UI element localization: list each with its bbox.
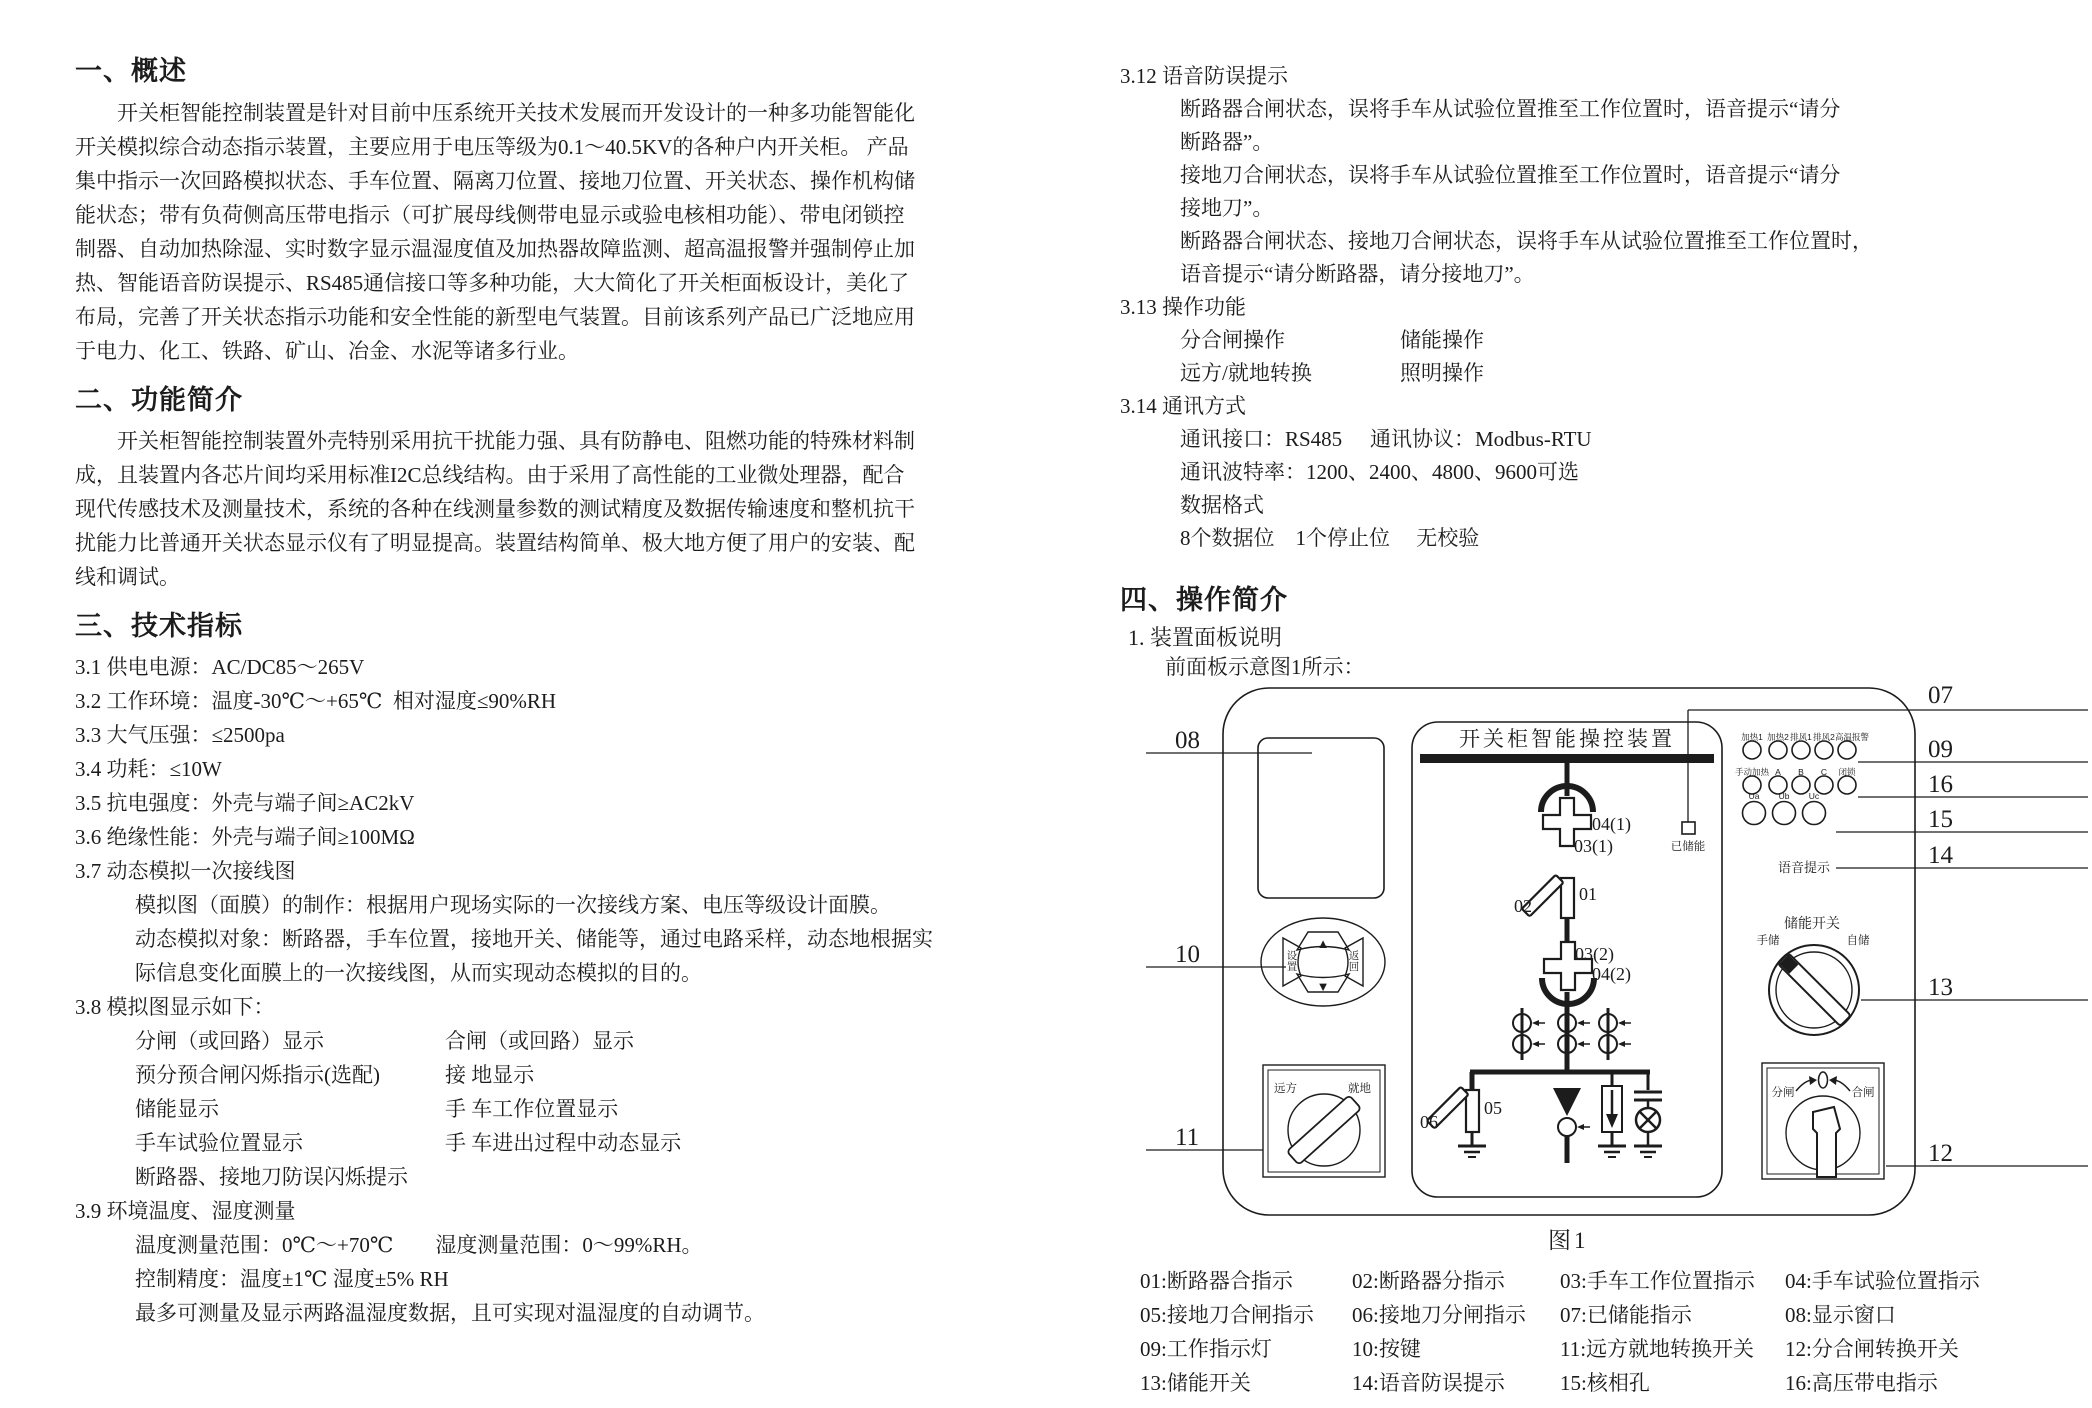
operation-item: 远方/就地转换 [1180, 361, 1312, 385]
spec-subline: 通讯波特率：1200、2400、4800、9600可选 [1180, 460, 1579, 484]
sim-display-row [75, 1058, 1015, 1092]
lamp-label-fan1: 排风1 [1790, 732, 1812, 742]
spec-line: 3.5 抗电强度：外壳与端子间≥AC2kV [75, 791, 415, 815]
phase-label-ub: Ub [1778, 791, 1790, 801]
paragraph-line: 开关柜智能控制装置是针对目前中压系统开关技术发展而开发设计的一种多功能智能化 [75, 101, 915, 125]
spec-3-13-heading: 3.13 操作功能 [1120, 295, 1246, 319]
mimic-title: 开关柜智能操控装置 [1459, 727, 1675, 751]
left-column [75, 52, 1015, 1330]
phase-hole-uc [1803, 802, 1826, 825]
callout-15: 15 [1928, 806, 1953, 833]
spec-subline: 际信息变化面膜上的一次接线图，从而实现动态模拟的目的。 [135, 961, 702, 985]
lamp-label-c: C [1820, 767, 1828, 777]
lamp-lock [1838, 776, 1856, 794]
spec-line: 3.1 供电电源：AC/DC85～265V [75, 655, 365, 679]
panel-description-item: 1. 装置面板说明 [1128, 625, 1283, 650]
busbar [1420, 754, 1714, 763]
legend-item: 14:语音防误提示 [1352, 1371, 1505, 1395]
spec-subline: 温度测量范围：0℃～+70℃ 湿度测量范围：0～99%RH。 [135, 1233, 703, 1257]
lamp-fan2 [1815, 741, 1833, 759]
sim-item: 手 车进出过程中动态显示 [445, 1131, 682, 1155]
figure-caption: 图1 [1548, 1228, 1589, 1253]
section-2-title: 二、功能简介 [75, 385, 243, 415]
spec-list [75, 650, 1015, 888]
lamp-label-b: B [1798, 767, 1804, 777]
paragraph-line: 热、智能语音防误提示、RS485通信接口等多种功能，大大简化了开关柜面板设计，美化了 [75, 271, 910, 295]
legend-item: 08:显示窗口 [1785, 1303, 1896, 1327]
section-3-title: 三、技术指标 [75, 611, 243, 641]
live-indicator-branch [1634, 1070, 1662, 1157]
comm-row [1120, 423, 2088, 456]
lamp-heat2 [1769, 741, 1787, 759]
spec-3-12-heading: 3.12 语音防误提示 [1120, 64, 1288, 88]
paragraph-line: 布局，完善了开关状态指示功能和安全性能的新型电气装置。目前该系列产品已广泛地应用 [75, 305, 915, 329]
circuit-label-03-1: 03(1) [1574, 836, 1613, 856]
callout-11: 11 [1175, 1124, 1200, 1151]
section-2-paragraph [75, 424, 1015, 594]
legend-item: 10:按键 [1352, 1337, 1421, 1361]
legend-item: 07:已储能指示 [1560, 1303, 1692, 1327]
lamp-overtemp-alarm [1838, 741, 1856, 759]
spec-subline: 8个数据位 1个停止位 无校验 [1180, 526, 1480, 550]
operation-item: 储能操作 [1400, 328, 1484, 352]
spec-subline: 断路器合闸状态，误将手车从试验位置推至工作位置时，语音提示“请分 [1180, 97, 1841, 121]
lamp-label-heat1: 加热1 [1741, 732, 1763, 742]
panel-legend [1140, 1264, 2090, 1400]
legend-item: 05:接地刀合闸指示 [1140, 1303, 1314, 1327]
paragraph-line: 成，且装置内各芯片间均采用标准I2C总线结构。由于采用了高性能的工业微处理器，配合 [75, 463, 905, 487]
callout-12: 12 [1928, 1140, 1953, 1167]
front-panel-diagram [1140, 668, 2092, 1268]
legend-item: 06:接地刀分闸指示 [1352, 1303, 1526, 1327]
nav-up-icon: ▲ [1316, 936, 1330, 951]
operation-item: 分合闸操作 [1180, 328, 1285, 352]
circuit-label-03-2: 03(2) [1575, 944, 1614, 964]
spec-3-7-details [75, 888, 1015, 990]
spec-subline: 断路器合闸状态、接地刀合闸状态，误将手车从试验位置推至工作位置时， [1180, 229, 1873, 253]
spec-line: 3.2 工作环境：温度-30℃～+65℃ 相对湿度≤90%RH [75, 689, 557, 713]
open-label: 分闸 [1771, 1087, 1795, 1099]
section-4-title: 四、操作简介 [1120, 585, 1288, 615]
spec-3-8-heading: 3.8 模拟图显示如下： [75, 995, 275, 1019]
sim-item: 分闸（或回路）显示 [135, 1029, 324, 1053]
circuit-label-06: 06 [1420, 1112, 1438, 1132]
auto-store-label: 自储 [1846, 935, 1870, 947]
spec-subline: 断路器”。 [1180, 130, 1274, 154]
callout-08: 08 [1175, 727, 1200, 754]
paragraph-line: 线和调试。 [75, 565, 180, 589]
legend-item: 02:断路器分指示 [1352, 1269, 1505, 1293]
paragraph-line: 开关柜智能控制装置外壳特别采用抗干扰能力强、具有防静电、阻燃功能的特殊材料制 [75, 429, 915, 453]
circuit-label-02: 02 [1514, 896, 1532, 916]
phase-hole-ub [1773, 802, 1796, 825]
legend-item: 03:手车工作位置指示 [1560, 1269, 1755, 1293]
circuit-label-04-1: 04(1) [1592, 814, 1631, 834]
spec-3-14-heading: 3.14 通讯方式 [1120, 394, 1246, 418]
lamp-fan1 [1792, 741, 1810, 759]
lamp-phase-b [1792, 776, 1810, 794]
sim-display-row [75, 1126, 1015, 1160]
lamp-label-lock: 闭锁 [1838, 767, 1856, 777]
sim-item: 合闸（或回路）显示 [445, 1029, 634, 1053]
voice-prompt-label: 语音提示 [1777, 860, 1830, 875]
nav-set-label: 置 [1286, 961, 1298, 973]
spec-subline: 数据格式 [1180, 493, 1264, 517]
legend-item: 13:储能开关 [1140, 1371, 1251, 1395]
phase-label-ua: Ua [1748, 791, 1760, 801]
legend-item: 11:远方就地转换开关 [1560, 1337, 1755, 1361]
sim-item: 预分预合闸闪烁指示(选配) [135, 1063, 380, 1087]
panel-figure-intro: 前面板示意图1所示： [1165, 655, 1365, 679]
legend-item: 12:分合闸转换开关 [1785, 1337, 1959, 1361]
sim-item: 手 车工作位置显示 [445, 1097, 619, 1121]
circuit-label-05: 05 [1484, 1098, 1502, 1118]
circuit-label-04-2: 04(2) [1592, 964, 1631, 984]
phase-hole-ua [1743, 802, 1766, 825]
spec-3-12-details [1120, 93, 2088, 291]
spec-subline: 语音提示“请分断路器，请分接地刀”。 [1180, 262, 1535, 286]
stored-energy-indicator [1682, 822, 1695, 834]
spec-subline: 动态模拟对象：断路器，手车位置，接地开关、储能等，通过电路采样，动态地根据实 [135, 927, 933, 951]
comm-item: 通讯协议：Modbus-RTU [1370, 427, 1592, 451]
nav-down-icon: ▼ [1316, 979, 1330, 994]
legend-item: 09:工作指示灯 [1140, 1337, 1272, 1361]
remote-local-switch [1263, 1065, 1385, 1177]
sim-display-row [75, 1092, 1015, 1126]
paragraph-line: 扰能力比普通开关状态显示仪有了明显提高。装置结构简单、极大地方便了用户的安装、配 [75, 531, 915, 555]
lamp-label-overtemp: 高温报警 [1834, 732, 1870, 742]
callout-14: 14 [1928, 842, 1953, 869]
local-label: 就地 [1348, 1083, 1371, 1095]
spec-line: 3.7 动态模拟一次接线图 [75, 859, 296, 883]
cable-feeder [1553, 1088, 1590, 1163]
zero-position-mark [1819, 1072, 1828, 1088]
paragraph-line: 于电力、化工、铁路、矿山、冶金、水泥等诸多行业。 [75, 339, 579, 363]
circuit-label-01: 01 [1579, 884, 1597, 904]
section-1-paragraph [75, 96, 1015, 368]
lamp-label-heat2: 加热2 [1767, 732, 1789, 742]
legend-item: 15:核相孔 [1560, 1371, 1650, 1395]
paragraph-line: 制器、自动加热除湿、实时数字显示温湿度值及加热器故障监测、超高温报警并强制停止加 [75, 237, 915, 261]
arrester-branch [1598, 1072, 1626, 1157]
sim-display-row [75, 1160, 1015, 1194]
remote-label: 远方 [1274, 1083, 1297, 1095]
spec-subline: 模拟图（面膜）的制作：根据用户现场实际的一次接线方案、电压等级设计面膜。 [135, 893, 891, 917]
lamp-label-a: A [1775, 767, 1781, 777]
indicator-lamp-rows [1743, 741, 1857, 825]
spec-line: 3.4 功耗：≤10W [75, 757, 222, 781]
spec-subline: 接地刀合闸状态，误将手车从试验位置推至工作位置时，语音提示“请分 [1180, 163, 1841, 187]
nav-back-label: 回 [1348, 961, 1360, 973]
paragraph-line: 集中指示一次回路模拟状态、手车位置、隔离刀位置、接地刀位置、开关状态、操作机构储 [75, 169, 915, 193]
spec-subline: 最多可测量及显示两路温湿度数据，且可实现对温湿度的自动调节。 [135, 1301, 765, 1325]
lamp-label-manual-heat: 手动加热 [1734, 767, 1770, 777]
callout-09: 09 [1928, 736, 1953, 763]
callout-10: 10 [1175, 941, 1200, 968]
display-window [1258, 738, 1384, 898]
spec-3-9-details [75, 1228, 1015, 1330]
section-1-title: 一、概述 [75, 56, 187, 86]
right-column [1120, 60, 2088, 681]
manual-store-label: 手储 [1756, 935, 1780, 947]
spec-3-14-details [1120, 456, 2088, 555]
legend-item: 04:手车试验位置指示 [1785, 1269, 1980, 1293]
open-close-switch [1762, 1063, 1884, 1179]
sim-item: 断路器、接地刀防误闪烁提示 [135, 1165, 408, 1189]
sim-display-row [75, 1024, 1015, 1058]
callout-16: 16 [1928, 771, 1953, 798]
paragraph-line: 现代传感技术及测量技术，系统的各种在线测量参数的测试精度及数据传输速度和整机抗干 [75, 497, 915, 521]
current-transformers [1513, 1008, 1631, 1060]
phase-label-uc: Uc [1808, 791, 1820, 801]
callout-07: 07 [1928, 682, 1953, 709]
sim-item: 接 地显示 [445, 1063, 535, 1087]
legend-item: 01:断路器合指示 [1140, 1269, 1293, 1293]
lamp-heat1 [1743, 741, 1761, 759]
nav-back-label: 返 [1348, 950, 1360, 962]
spec-line: 3.3 大气压强：≤2500pa [75, 723, 285, 747]
paragraph-line: 能状态；带有负荷侧高压带电指示（可扩展母线侧带电显示或验电核相功能）、带电闭锁控 [75, 203, 905, 227]
callout-13: 13 [1928, 974, 1953, 1001]
switch-handle [1813, 1107, 1840, 1177]
paragraph-line: 开关模拟综合动态指示装置，主要应用于电压等级为0.1～40.5KV的各种户内开关柜。 产品 [75, 135, 909, 159]
spec-line: 3.6 绝缘性能：外壳与端子间≥100MΩ [75, 825, 415, 849]
operation-item: 照明操作 [1400, 361, 1484, 385]
legend-item: 16:高压带电指示 [1785, 1371, 1938, 1395]
spec-3-9-heading: 3.9 环境温度、湿度测量 [75, 1199, 296, 1223]
comm-item: 通讯接口：RS485 [1180, 427, 1343, 451]
close-label: 合闸 [1851, 1087, 1875, 1099]
mimic-panel [1412, 722, 1722, 1197]
spec-subline: 控制精度：温度±1℃ 湿度±5% RH [135, 1267, 449, 1291]
spec-subline: 接地刀”。 [1180, 196, 1274, 220]
stored-energy-label: 已储能 [1670, 841, 1706, 853]
energy-storage-knob [1769, 945, 1859, 1035]
nav-set-label: 设 [1286, 950, 1298, 962]
operation-row [1120, 357, 2088, 390]
lamp-label-fan2: 排风2 [1813, 732, 1835, 742]
operation-row [1120, 324, 2088, 357]
sim-item: 手车试验位置显示 [135, 1131, 303, 1155]
sim-item: 储能显示 [135, 1097, 219, 1121]
energy-switch-label: 储能开关 [1784, 915, 1840, 931]
